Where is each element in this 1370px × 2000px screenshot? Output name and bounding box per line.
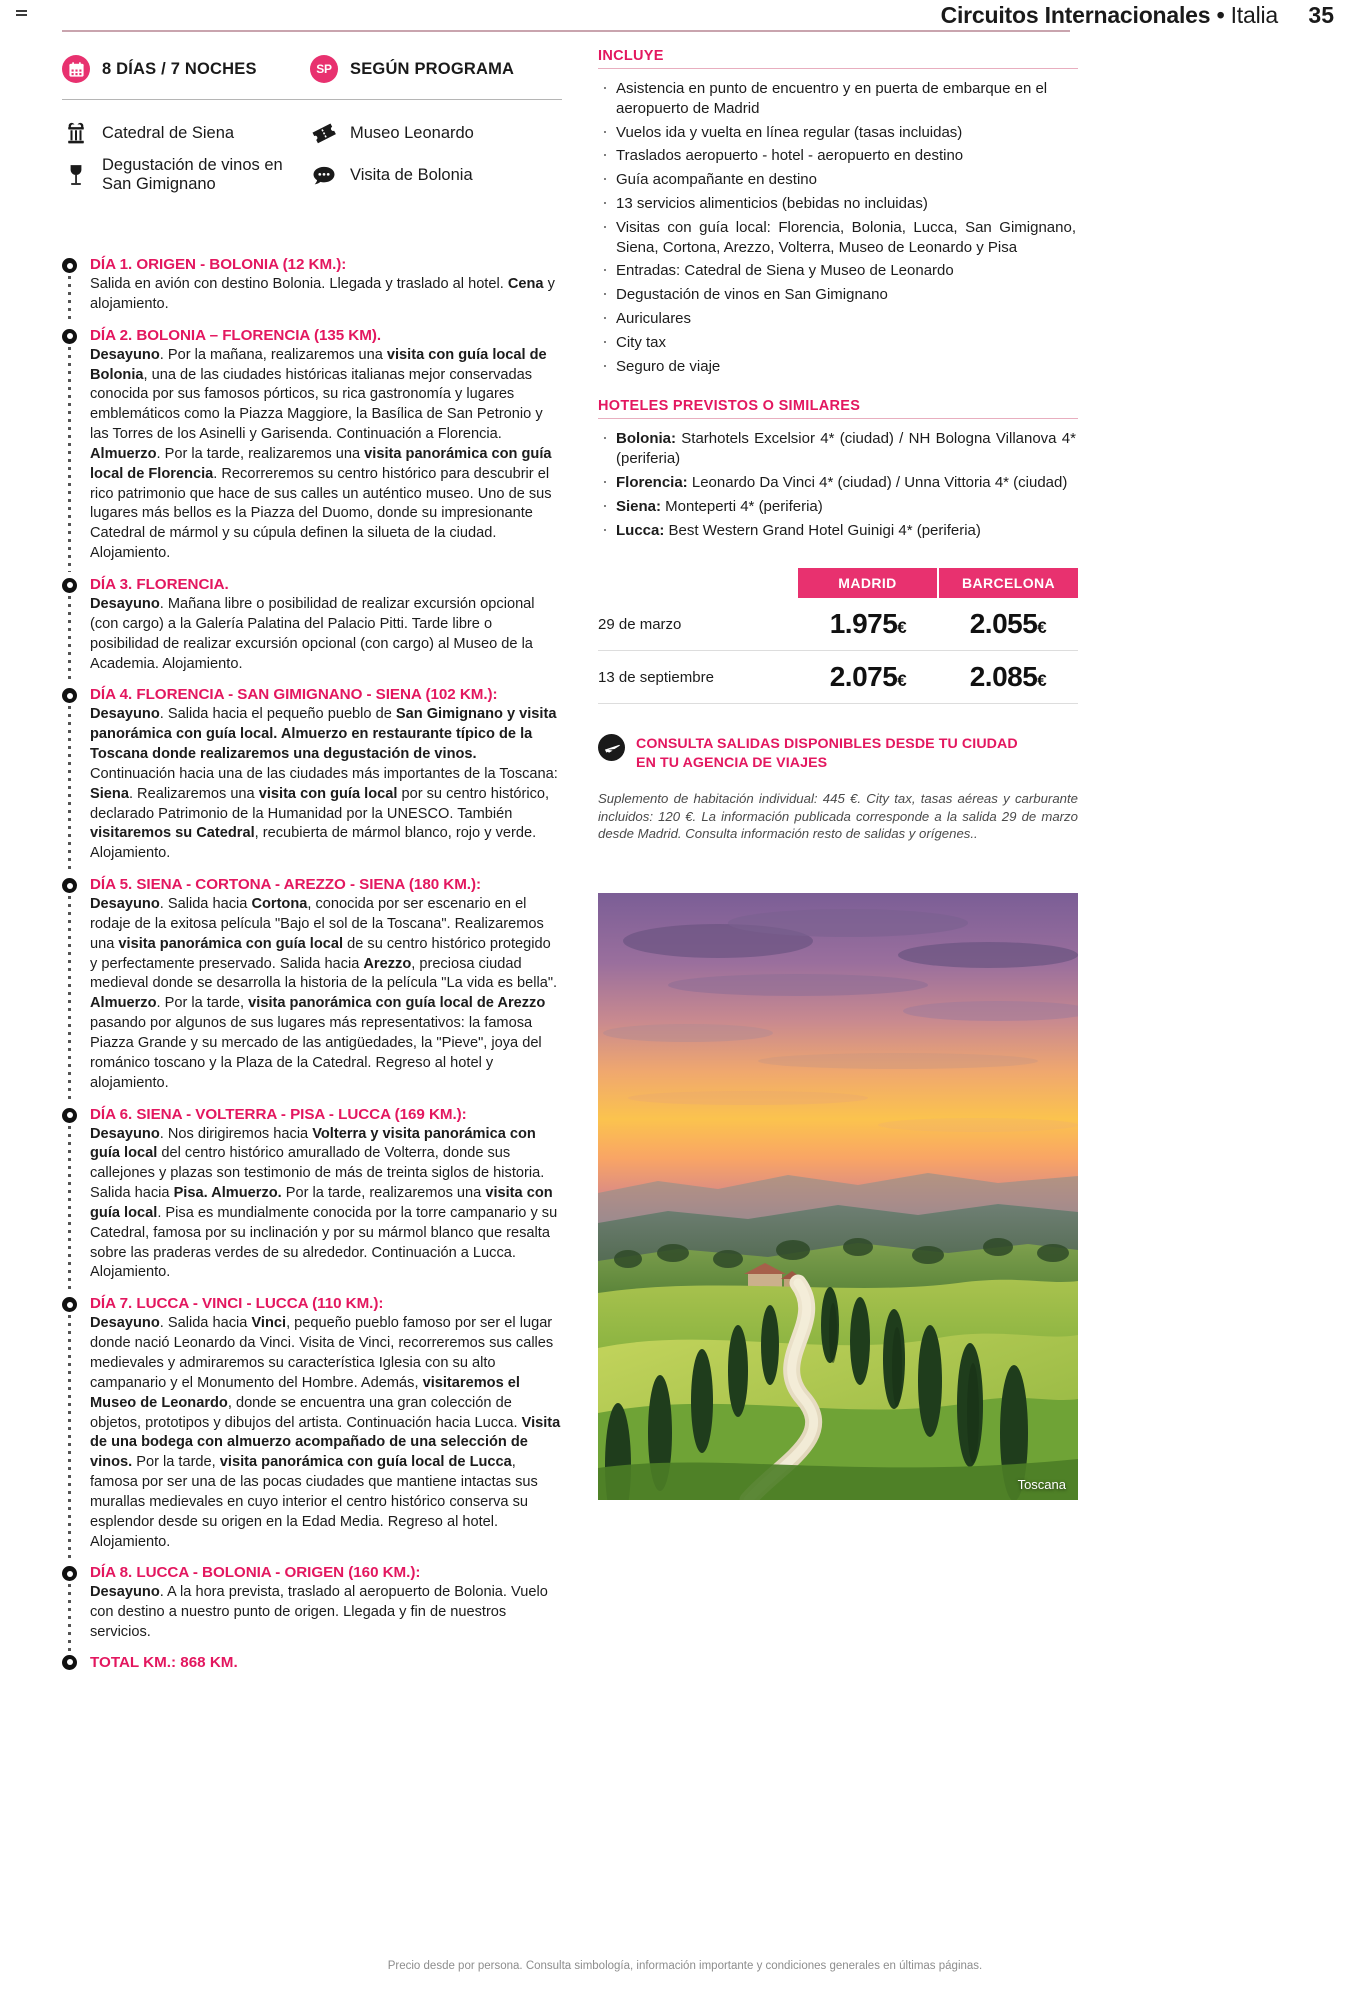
hotel-city: Lucca: (616, 521, 665, 539)
page-header (0, 0, 1370, 34)
day-body: Desayuno. Salida hacia el pequeño pueblo de San Gimignano y visita panorámica con guía local. Almuerzo en restaurante típico de la Toscana donde realizaremos una degustación de vinos. Continuación hacia una de las ciudades más importantes de la Toscana: Siena. Realizaremos una visita con guía local por su centro histórico, declarado Patrimonio de la Humanidad por la UNESCO. También visitaremos su Catedral, recubierta de mármol blanco, rojo y verde. Alojamiento. (90, 706, 558, 862)
table-row (598, 598, 1078, 651)
ticket-icon (310, 119, 338, 147)
day-title: DÍA 2. BOLONIA – FLORENCIA (135 KM). (90, 326, 382, 344)
feature-label: Visita de Bolonia (350, 165, 473, 184)
price-value: 2.075 (829, 661, 898, 693)
itinerary-day (62, 575, 562, 674)
list-item: · Guía acompañante en destino (598, 170, 1078, 190)
price-madrid (798, 651, 938, 703)
list-item: · Visitas con guía local: Florencia, Bolonia, Lucca, San Gimignano, Siena, Cortona, Arezzo, Volterra, Museo de Leonardo y Pisa (598, 218, 1078, 258)
day-connector (68, 347, 71, 572)
itinerary-day (62, 875, 562, 1093)
hotel-detail: Best Western Grand Hotel Guinigi 4* (periferia) (664, 521, 981, 539)
page-number: 35 (1308, 2, 1334, 28)
header-destination: Italia (1230, 2, 1278, 28)
list-item: · Degustación de vinos en San Gimignano (598, 285, 1078, 305)
speech-bubble-icon (310, 161, 338, 189)
day-marker-icon (62, 1655, 77, 1670)
feature-row-1 (62, 48, 562, 90)
day-marker-icon (62, 329, 77, 344)
list-item: · City tax (598, 333, 1078, 353)
feature-program (310, 48, 562, 90)
feature-divider (62, 99, 562, 100)
currency-symbol: € (1037, 671, 1047, 691)
header-separator: • (1210, 2, 1231, 28)
feature-row-2 (62, 112, 562, 154)
day-title: DÍA 4. FLORENCIA - SAN GIMIGNANO - SIENA (102 KM.): (90, 686, 498, 704)
includes-list (598, 79, 1078, 376)
header-title-main: Circuitos Internacionales (940, 2, 1211, 28)
day-body: Desayuno. Mañana libre o posibilidad de realizar excursión opcional (con cargo) a la Galería Palatina del Palacio Pitti. Tarde libre o posibilidad de realizar excursión opcional (con cargo) al Museo de la Academia. Alojamiento. (90, 595, 535, 672)
day-marker-icon (62, 1566, 77, 1581)
price-barcelona (938, 598, 1078, 650)
day-connector (68, 1315, 71, 1560)
day-title: DÍA 6. SIENA - VOLTERRA - PISA - LUCCA (169 KM.): (90, 1105, 467, 1123)
total-km-row (62, 1654, 562, 1671)
currency-symbol: € (1037, 618, 1047, 638)
destination-photo (598, 893, 1078, 1500)
hotels-heading: HOTELES PREVISTOS O SIMILARES (598, 398, 1078, 419)
feature-label: Degustación de vinos en San Gimignano (102, 156, 283, 193)
day-marker-icon (62, 688, 77, 703)
day-marker-icon (62, 878, 77, 893)
day-body: Desayuno. Salida hacia Cortona, conocida por ser escenario en el rodaje de la exitosa película "Bajo el sol de la Toscana". Realizaremos una visita panorámica con guía local de su centro histórico protegido y perfectamente preservado. Salida hacia Arezzo, preciosa ciudad medieval donde se desarrolla la historia de la película "La vida es bella". Almuerzo. Por la tarde, visita panorámica con guía local de Arezzo pasando por algunos de sus lugares más representativos: la famosa Piazza Grande y su mercado de las antigüedades, la "Pieve", joya del románico toscano y la Plaza de la Catedral. Regreso al hotel y alojamiento. (90, 896, 558, 1091)
list-item: · Seguro de viaje (598, 357, 1078, 377)
sp-badge-icon: SP (310, 55, 338, 83)
price-value: 2.055 (969, 608, 1038, 640)
feature-duration (62, 48, 310, 90)
feature-label: SEGÚN PROGRAMA (350, 59, 515, 78)
feature-row-3 (62, 154, 562, 196)
day-body: Salida en avión con destino Bolonia. Llegada y traslado al hotel. Cena y alojamiento. (90, 276, 555, 312)
feature-bologna-visit (310, 154, 562, 196)
hotel-city: Siena: (616, 497, 662, 515)
price-table-corner (598, 568, 798, 598)
list-item: · Traslados aeropuerto - hotel - aeropuerto en destino (598, 146, 1078, 166)
wine-glass-icon (62, 161, 90, 189)
itinerary-list (62, 255, 562, 1671)
list-item (598, 473, 1078, 493)
right-panel (598, 48, 1078, 843)
list-item (598, 521, 1078, 541)
feature-label: 8 DÍAS / 7 NOCHES (102, 59, 257, 78)
feature-label: Museo Leonardo (350, 123, 474, 142)
day-body: Desayuno. Salida hacia Vinci, pequeño pueblo famoso por ser el lugar donde nació Leonardo da Vinci. Visita de Vinci, recorreremos sus calles medievales y admiraremos su característica Iglesia con su alto campanario y el Monumento del Hombre. Además, visitaremos el Museo de Leonardo, donde se encuentra una gran colección de objetos, prototipos y dibujos del artista. Continuación hacia Lucca. Visita de una bodega con almuerzo acompañado de una selección de vinos. Por la tarde, visita panorámica con guía local de Lucca, famosa por ser una de las pocas ciudades que mantiene intactas sus murallas medievales en cuyo interior el centro histórico conserva su esplendor desde su origen en la Edad Media. Regreso al hotel. Alojamiento. (90, 1315, 561, 1550)
feature-wine (62, 154, 310, 196)
day-title: DÍA 1. ORIGEN - BOLONIA (12 KM.): (90, 256, 347, 273)
list-item: · Asistencia en punto de encuentro y en puerta de embarque en el aeropuerto de Madrid (598, 79, 1078, 119)
price-madrid (798, 598, 938, 650)
consulta-line-2: EN TU AGENCIA DE VIAJES (636, 754, 828, 771)
list-item: · Vuelos ida y vuelta en línea regular (tasas incluidas) (598, 123, 1078, 143)
feature-label: Catedral de Siena (102, 123, 235, 142)
price-value: 2.085 (969, 661, 1038, 693)
feature-grid (62, 48, 562, 196)
features-panel (62, 48, 562, 196)
itinerary-day (62, 255, 562, 315)
hotels-block (598, 398, 1078, 540)
day-connector (68, 1584, 71, 1651)
consulta-banner (598, 734, 1078, 772)
day-marker-icon (62, 1108, 77, 1123)
list-item (598, 497, 1078, 517)
day-connector (68, 596, 71, 682)
hotel-detail: Leonardo Da Vinci 4* (ciudad) / Unna Vittoria 4* (ciudad) (687, 473, 1068, 491)
feature-cathedral (62, 112, 310, 154)
itinerary-day (62, 685, 562, 864)
consulta-line-1: CONSULTA SALIDAS DISPONIBLES DESDE TU CIUDAD (636, 736, 1018, 753)
day-body: Desayuno. A la hora prevista, traslado al aeropuerto de Bolonia. Vuelo con destino a nuestro punto de origen. Llegada y fin de nuestros servicios. (90, 1584, 548, 1641)
consulta-text (636, 734, 1018, 772)
list-item: · 13 servicios alimenticios (bebidas no incluidas) (598, 194, 1078, 214)
disclaimer-text: Suplemento de habitación individual: 445 €. City tax, tasas aéreas y carburante incluidos: 120 €. La información publicada corresponde a la salida 29 de marzo desde Madrid. Consulta información resto de salidas y orígenes.. (598, 791, 1078, 842)
price-table (598, 568, 1078, 704)
table-row (598, 651, 1078, 704)
price-date: 29 de marzo (598, 615, 682, 633)
hotel-city: Florencia: (616, 473, 688, 491)
feature-museum (310, 112, 562, 154)
day-title: DÍA 5. SIENA - CORTONA - AREZZO - SIENA (180 KM.): (90, 876, 481, 894)
airplane-icon (598, 734, 625, 761)
includes-heading: INCLUYE (598, 48, 1078, 69)
day-body: Desayuno. Nos dirigiremos hacia Volterra y visita panorámica con guía local del centro histórico amurallado de Volterra, donde sus callejones y plazas son testimonio de más de treinta siglos de historia. Salida hacia Pisa. Almuerzo. Por la tarde, realizaremos una visita con guía local. Pisa es mundialmente conocida por la torre campanario y su Catedral, famosa por su inclinación y por su mármol blanco que resalta sobre las praderas verdes de su alrededor. Continuación a Lucca. Alojamiento. (90, 1125, 558, 1281)
day-marker-icon (62, 578, 77, 593)
total-km-label: TOTAL KM.: 868 KM. (90, 1653, 238, 1671)
list-item (598, 429, 1078, 469)
page-footer: Precio desde por persona. Consulta simbología, información importante y condiciones generales en últimas páginas. (387, 1960, 983, 1972)
hotel-detail: Monteperti 4* (periferia) (661, 497, 823, 515)
itinerary-day (62, 326, 562, 564)
list-item: · Entradas: Catedral de Siena y Museo de Leonardo (598, 261, 1078, 281)
header-divider (62, 30, 1070, 32)
corner-mark-icon (16, 10, 27, 17)
day-marker-icon (62, 1297, 77, 1312)
itinerary-day (62, 1294, 562, 1552)
currency-symbol: € (897, 618, 907, 638)
day-body: Desayuno. Por la mañana, realizaremos una visita con guía local de Bolonia, una de las ciudades históricas italianas mejor conservadas conocida por sus famosos pórticos, su rica gastronomía y lugares emblemáticos como la Piazza Maggiore, la Basílica de San Petronio y las Torres de los Asinelli y Garisenda. Continuación a Florencia. Almuerzo. Por la tarde, realizaremos una visita panorámica con guía local de Florencia. Recorreremos su centro histórico para descubrir el rico patrimonio que hace de sus calles un auténtico museo. Uno de sus lugares más bellos es la Piazza del Duomo, donde su impresionante Catedral de mármol y su cúpula definen la silueta de la ciudad. Alojamiento. (90, 346, 552, 562)
photo-caption: Toscana (1017, 1477, 1066, 1492)
calendar-icon (62, 55, 90, 83)
itinerary-day (62, 1563, 562, 1643)
column-header-barcelona: BARCELONA (937, 568, 1078, 598)
day-title: DÍA 3. FLORENCIA. (90, 575, 229, 593)
currency-symbol: € (897, 671, 907, 691)
day-title: DÍA 8. LUCCA - BOLONIA - ORIGEN (160 KM.): (90, 1564, 421, 1582)
day-marker-icon (62, 258, 77, 273)
column-icon (62, 119, 90, 147)
price-value: 1.975 (829, 608, 898, 640)
column-header-madrid: MADRID (798, 568, 937, 598)
hotel-city: Bolonia: (616, 430, 676, 448)
hotel-detail: Starhotels Excelsior 4* (ciudad) / NH Bologna Villanova 4* (periferia) (616, 430, 1076, 468)
hotels-list (598, 429, 1078, 540)
list-item: · Auriculares (598, 309, 1078, 329)
day-connector (68, 276, 71, 323)
day-connector (68, 896, 71, 1101)
day-connector (68, 706, 71, 872)
page-title (941, 2, 1278, 29)
price-barcelona (938, 651, 1078, 703)
itinerary-day (62, 1105, 562, 1284)
price-date: 13 de septiembre (598, 668, 714, 686)
day-connector (68, 1126, 71, 1292)
day-title: DÍA 7. LUCCA - VINCI - LUCCA (110 KM.): (90, 1295, 384, 1313)
price-table-header (598, 568, 1078, 598)
